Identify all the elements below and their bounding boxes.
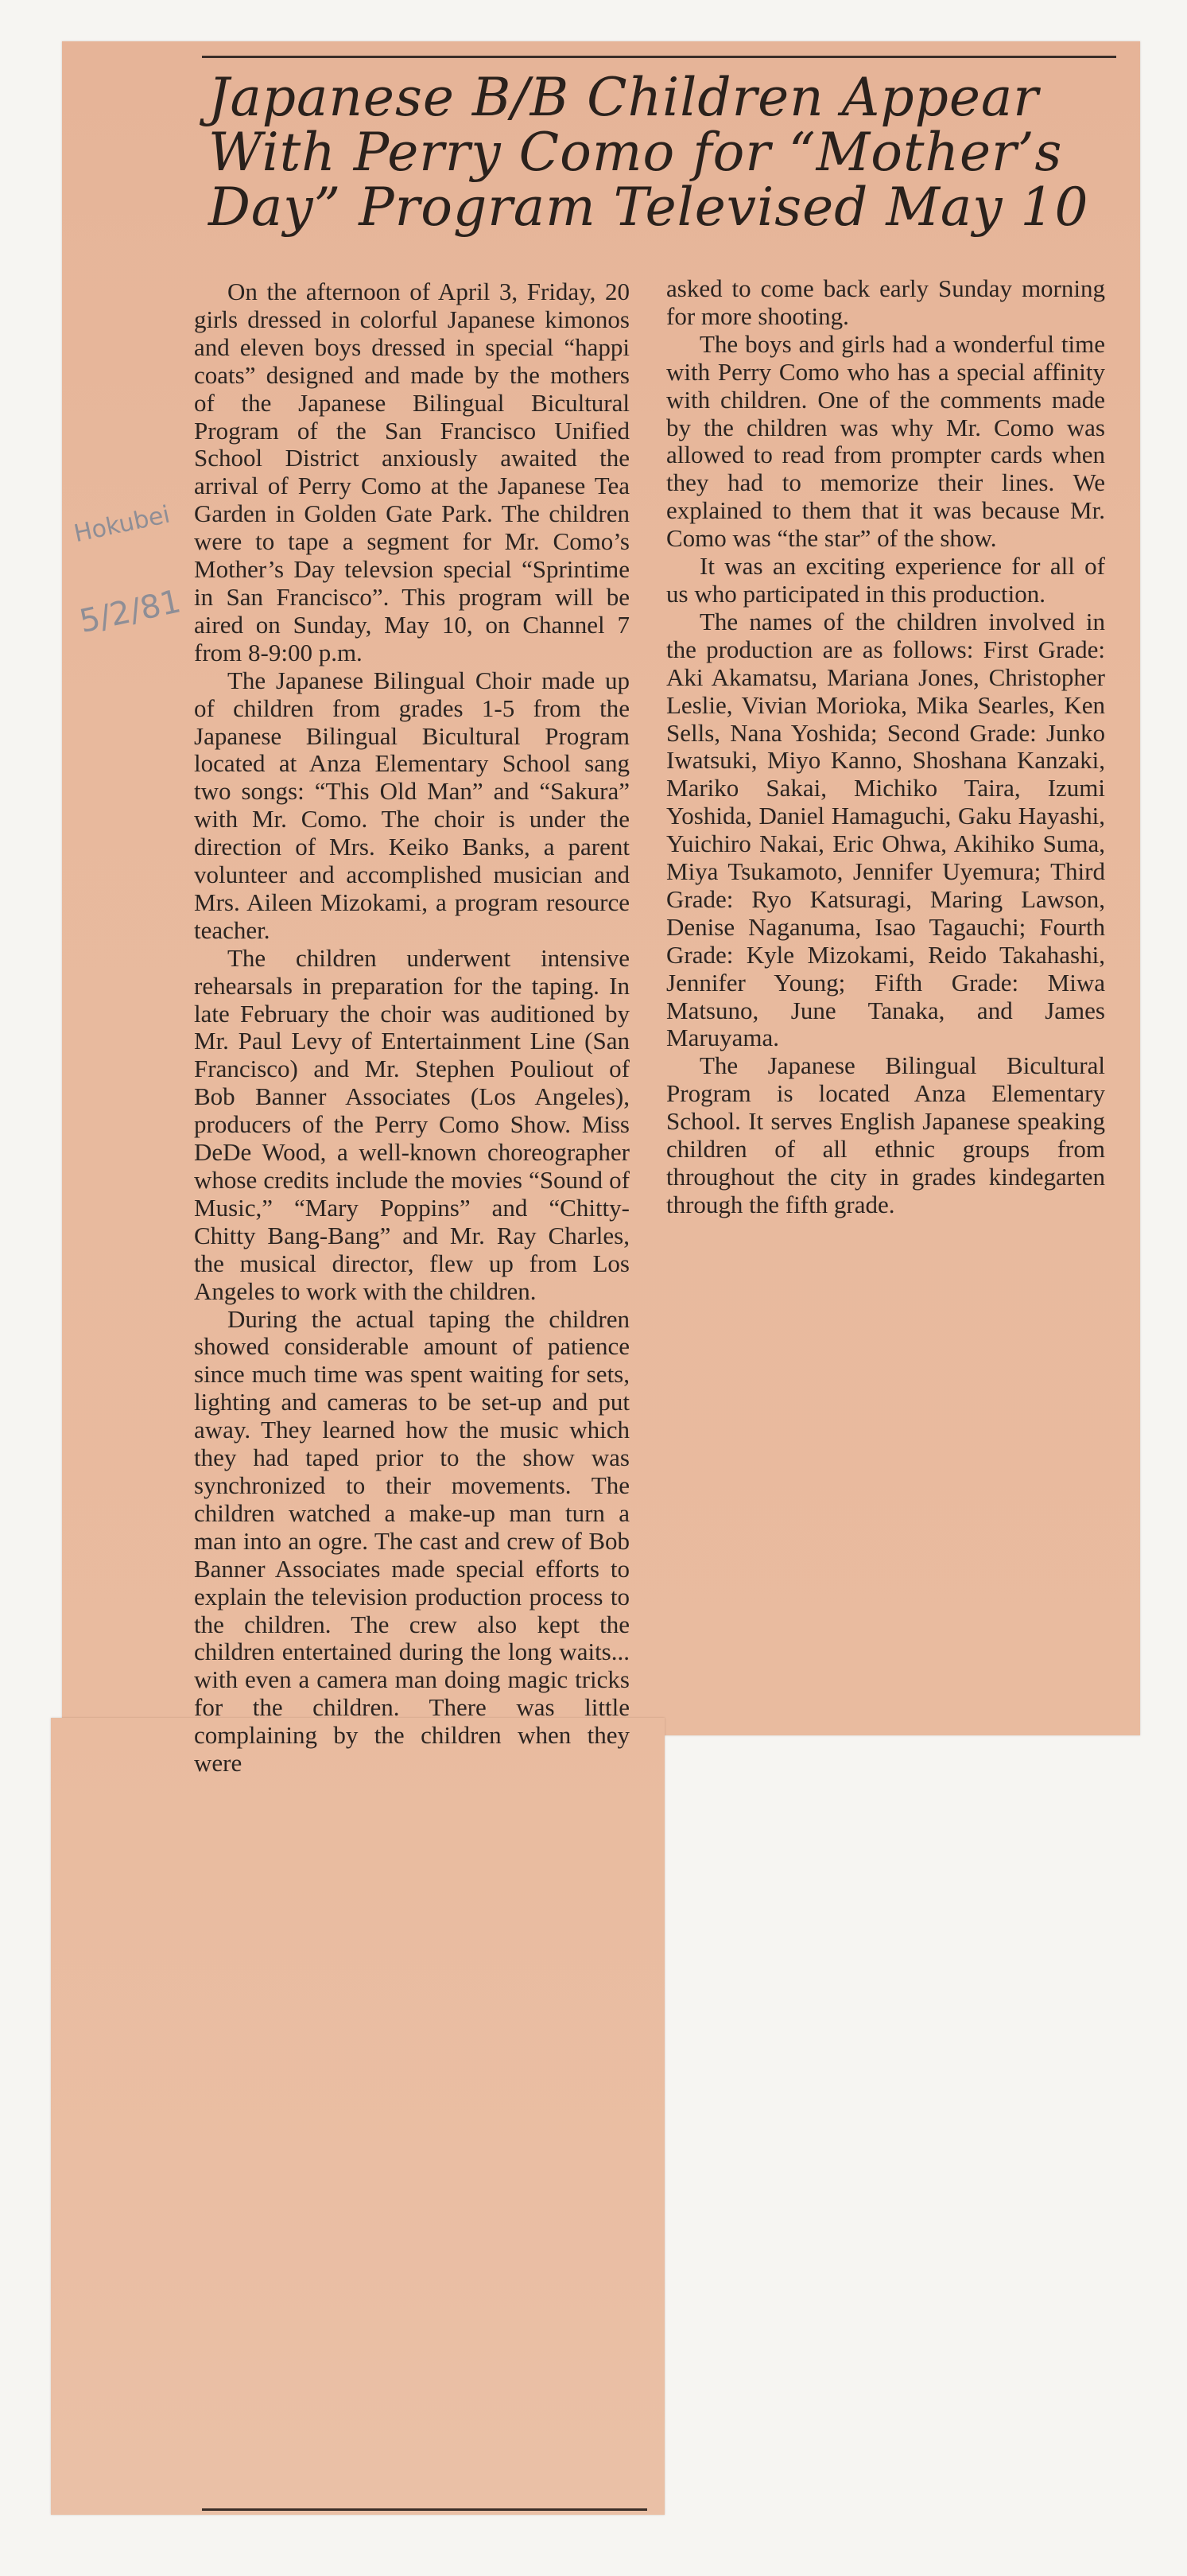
paragraph-program-info: The Japanese Bilingual Bicultural Program is located Anza Elementary School. It serves English Japanese speaking children of all ethnic groups from throughout the city in grades kindegarten through the fifth grade.	[666, 1051, 1105, 1218]
paragraph-children-names: The names of the children involved in the production are as follows: First Grade: Aki Akamatsu, Mariana Jones, Christopher Leslie, Vivian Morioka, Mika Searles, Ken Sells, Nana Yoshida; Second Grade: Junko Iwatsuki, Miyo Kanno, Shoshana Kanzaki, Mariko Sakai, Michiko Taira, Izumi Yoshida, Daniel Hamaguchi, Gaku Hayashi, Yuichiro Nakai, Eric Ohwa, Akihiko Suma, Miya Tsukamoto, Jennifer Uyemura; Third Grade: Ryo Katsuragi, Maring Lawson, Denise Naganuma, Isao Tagauchi; Fourth Grade: Kyle Mizokami, Reido Takahashi, Jennifer Young; Fifth Grade: Miwa Matsuno, June Tanaka, and James Maruyama.	[666, 607, 1105, 1052]
handwritten-date-note: 5/2/81	[76, 583, 184, 640]
article-column-right	[666, 275, 1105, 1219]
bottom-rule	[202, 2508, 647, 2511]
paragraph-taping-day: During the actual taping the children showed considerable amount of patience since much time was spent waiting for sets, lighting and cameras to be set-up and put away. They learned how the music which they had taped prior to the show was synchronized to their movements. The children watched a make-up man turn a man into an ogre. The cast and crew of Bob Banner Associates made special efforts to explain the television production process to the children. The crew also kept the children entertained during the long waits... with even a camera man doing magic tricks for the children. There was little complaining by the children when they were	[194, 1304, 630, 1778]
paragraph-perry-como: The boys and girls had a wonderful time with Perry Como who has a special affinity with children. One of the comments made by the children was why Mr. Como was allowed to read from prompter cards when they had to memorize their lines. We explained to them that it was because Mr. Como was “the star” of the show.	[666, 329, 1105, 553]
newspaper-clipping-lower	[51, 1718, 665, 2515]
handwritten-source-note: Hokubei	[72, 500, 173, 549]
paragraph-taping-arrival: On the afternoon of April 3, Friday, 20 girls dressed in colorful Japanese kimonos and eleven boys dressed in special “happi coats” designed and made by the mothers of the Japanese Bilingual Bicultural Program of the San Francisco Unified School District anxiously awaited the arrival of Perry Como at the Japanese Tea Garden in Golden Gate Park. The children were to tape a segment for Mr. Como’s Mother’s Day televsion special “Sprintime in San Francisco”. This program will be aired on Sunday, May 10, on Channel 7 from 8-9:00 p.m.	[194, 278, 630, 666]
paragraph-experience: It was an exciting experience for all of us who participated in this production.	[666, 552, 1105, 608]
top-rule	[202, 56, 1116, 58]
paragraph-rehearsals: The children underwent intensive rehearsals in preparation for the taping. In late February the choir was auditioned by Mr. Paul Levy of Entertainment Line (San Francisco) and Mr. Stephen Pouliout of Bob Banner Associates (Los Angeles), producers of the Perry Como Show. Miss DeDe Wood, a well-known choreographer whose credits include the movies “Sound of Music,” “Mary Poppins” and “Chitty-Chitty Bang-Bang” and Mr. Ray Charles, the musical director, flew up from Los Angeles to work with the children.	[194, 943, 630, 1305]
article-column-left	[194, 278, 630, 1778]
article-headline: Japanese B/B Children Appear With Perry Como for “Mother’s Day” Program Televised May 10	[208, 67, 1089, 238]
paragraph-choir: The Japanese Bilingual Choir made up of children from grades 1-5 from the Japanese Bilingual Bicultural Program located at Anza Elementary School sang two songs: “This Old Man” and “Sakura” with Mr. Como. The choir is under the direction of Mrs. Keiko Banks, a parent volunteer and accomplished musician and Mrs. Aileen Mizokami, a program resource teacher.	[194, 666, 630, 944]
paragraph-continuation: asked to come back early Sunday morning for more shooting.	[666, 274, 1105, 330]
